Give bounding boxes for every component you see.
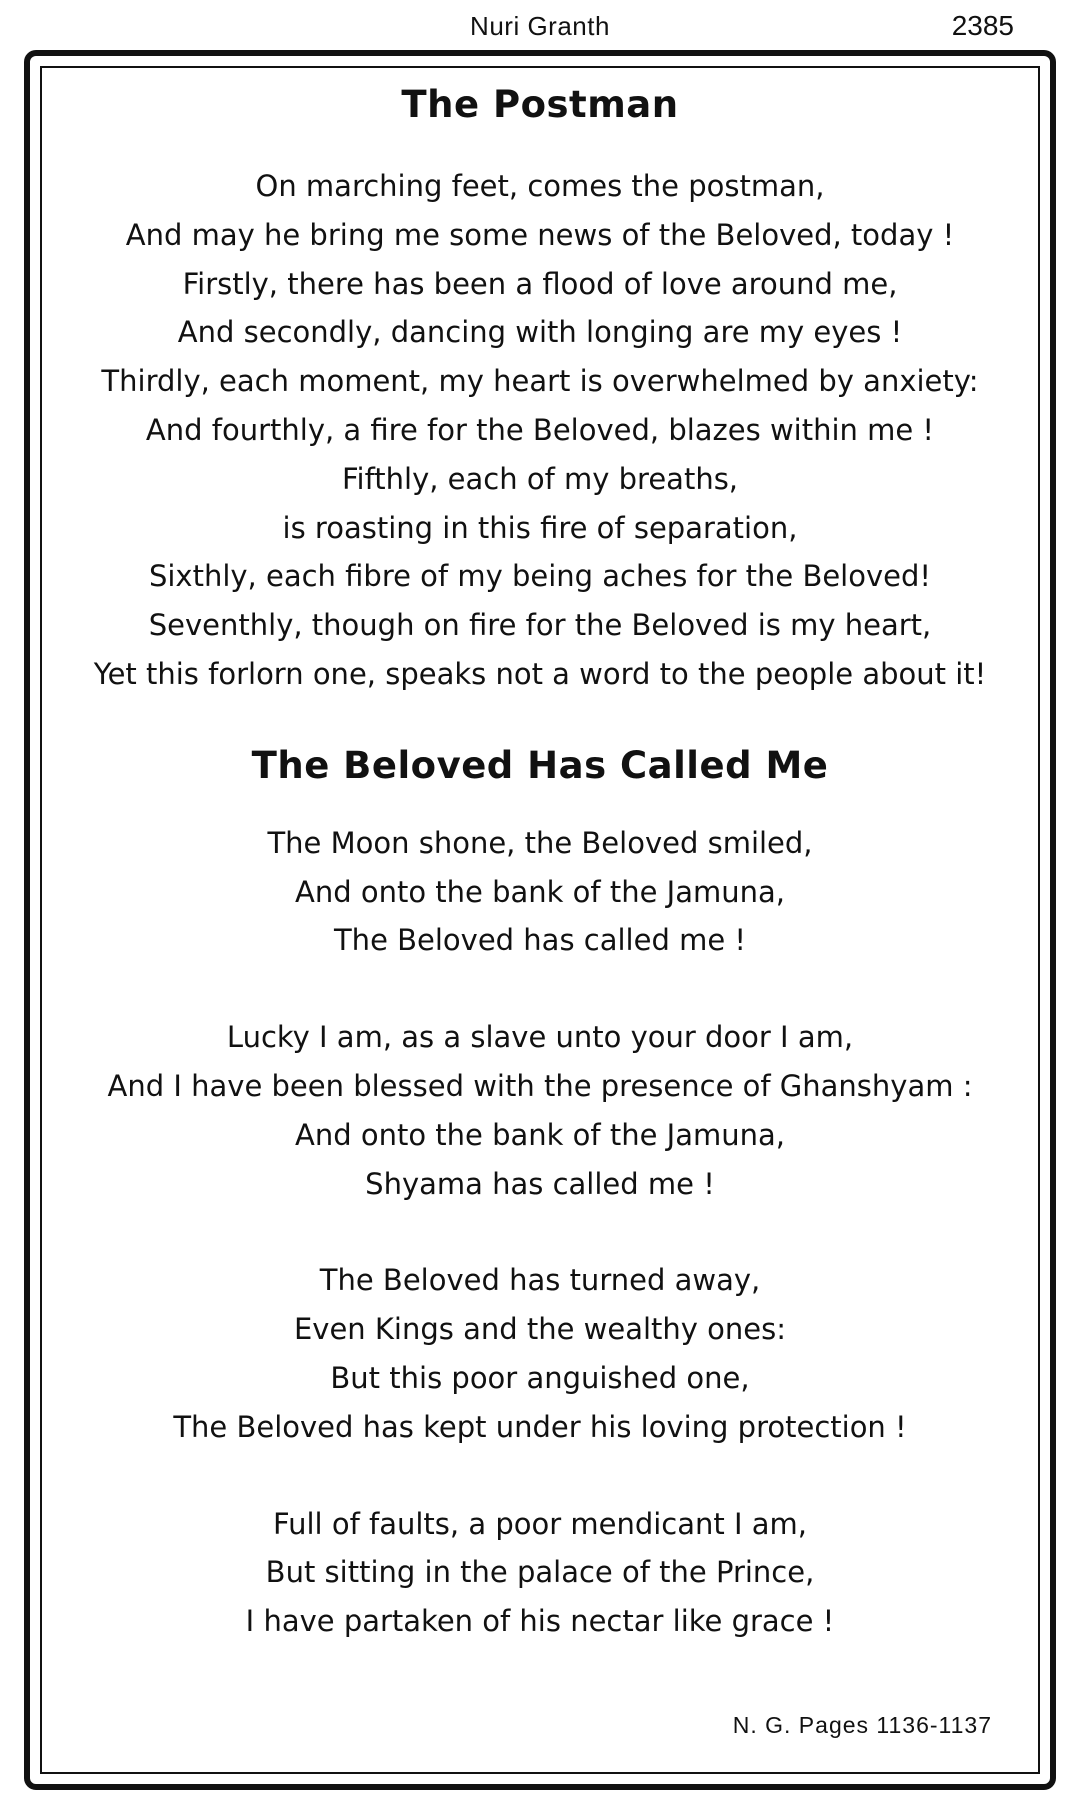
poem-line: Seventhly, though on fire for the Beloved is my heart,: [148, 608, 932, 643]
poem-line: Even Kings and the wealthy ones:: [293, 1312, 787, 1347]
poem-line: Lucky I am, as a slave unto your door I am,: [226, 1020, 854, 1055]
poem-line: Yet this forlorn one, speaks not a word to the people about it!: [93, 656, 987, 691]
book-title: Nuri Granth: [470, 11, 610, 41]
poem-line: The Moon shone, the Beloved smiled,: [267, 825, 813, 860]
poem-line: And onto the bank of the Jamuna,: [295, 1117, 785, 1152]
poem-line: And I have been blessed with the presence of Ghanshyam :: [107, 1068, 973, 1103]
poem-line: The Beloved has turned away,: [319, 1263, 761, 1298]
poem-line: Full of faults, a poor mendicant I am,: [273, 1506, 807, 1541]
stanza: [40, 1013, 1040, 1208]
poem-line: But sitting in the palace of the Prince,: [265, 1555, 815, 1590]
poem-line: And fourthly, a fire for the Beloved, blazes within me !: [145, 412, 935, 447]
poem-title-postman: The Postman: [401, 83, 679, 126]
stanza: [40, 162, 1040, 699]
poem-line: Sixthly, each fibre of my being aches for the Beloved!: [148, 559, 932, 594]
poem-line: The Beloved has called me !: [333, 923, 747, 958]
poem-beloved-has-called-me: [40, 819, 1040, 1646]
poem-postman: [40, 162, 1040, 699]
poem-line: Firstly, there has been a flood of love around me,: [182, 266, 898, 301]
poem-line: And secondly, dancing with longing are my eyes !: [177, 315, 903, 350]
poem-line: Fifthly, each of my breaths,: [341, 461, 739, 496]
poem-line: The Beloved has kept under his loving protection !: [173, 1409, 907, 1444]
poem-line: is roasting in this fire of separation,: [282, 510, 798, 545]
poem-line: And onto the bank of the Jamuna,: [295, 874, 785, 909]
page-content: [40, 80, 1040, 1646]
page-number: 2385: [951, 10, 1014, 41]
poem-line: Shyama has called me !: [365, 1166, 715, 1201]
stanza: [40, 1500, 1040, 1646]
poem-line: On marching feet, comes the postman,: [255, 169, 825, 203]
poem-line: I have partaken of his nectar like grace !: [245, 1604, 835, 1639]
poem-line: But this poor anguished one,: [330, 1360, 750, 1395]
stanza: [40, 819, 1040, 965]
page-reference: N. G. Pages 1136-1137: [732, 1712, 992, 1738]
poem-line: Thirdly, each moment, my heart is overwhelmed by anxiety:: [101, 364, 979, 399]
running-header: [0, 8, 1080, 44]
stanza: [40, 1256, 1040, 1451]
poem-title-beloved-has-called-me: The Beloved Has Called Me: [251, 743, 829, 787]
poem-line: And may he bring me some news of the Beloved, today !: [125, 217, 955, 252]
